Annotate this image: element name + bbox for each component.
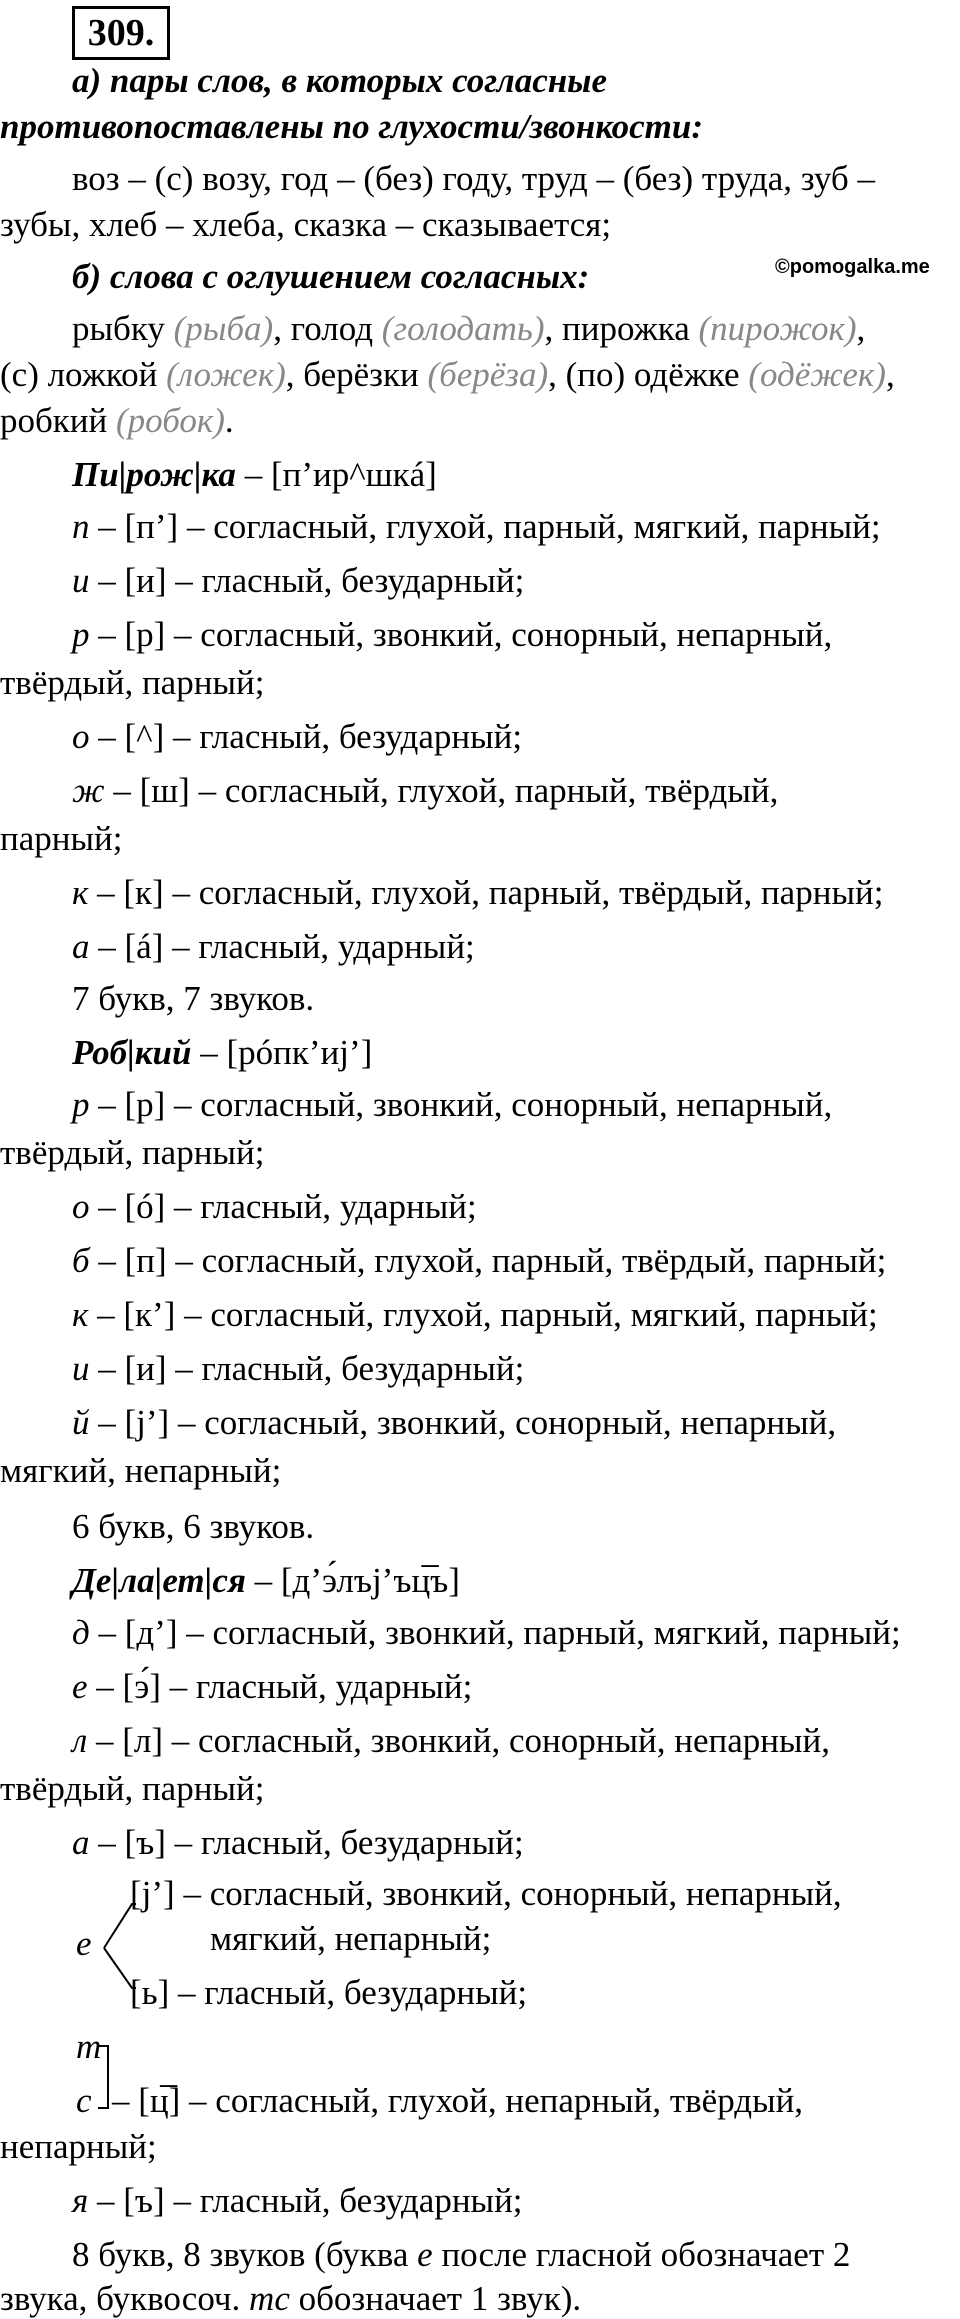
word-robkiy: робкий	[0, 401, 108, 440]
analysis-row	[72, 616, 832, 655]
analysis-text: – [л] – согласный, звонкий, сонорный, непарный,	[87, 1721, 830, 1760]
analysis-row	[72, 1404, 836, 1443]
analysis-text: – [á] – гласный, ударный;	[89, 927, 475, 966]
analysis-row	[72, 1668, 472, 1707]
watermark: ©pomogalka.me	[775, 256, 930, 278]
analysis-row	[72, 874, 883, 913]
letter-e-branch: е	[76, 1924, 92, 1963]
word-golod: , голод	[273, 309, 374, 348]
word-3-title: Де|ла|ет|ся	[72, 1561, 246, 1600]
section-b-line-1: рыбку (рыба), голод (голодать), пирожка (пирожок),	[72, 309, 866, 348]
letter-t: т	[76, 2027, 102, 2066]
analysis-letter: к	[72, 1295, 89, 1334]
letter-ya: я	[72, 2181, 89, 2220]
analysis-letter: б	[72, 1241, 90, 1280]
analysis-row	[72, 1824, 524, 1863]
analysis-row	[72, 772, 778, 811]
word-2-header	[72, 1034, 372, 1073]
e-sound-1-cont: мягкий, непарный;	[210, 1919, 492, 1958]
analysis-row	[72, 1722, 830, 1761]
word-1-title: Пи|рож|ка	[72, 455, 236, 494]
word-beryozki: , берёзки	[285, 355, 419, 394]
word-robok: (робок)	[116, 401, 225, 440]
analysis-letter: ж	[72, 771, 105, 810]
analysis-text: – [ъ] – гласный, безударный;	[89, 1823, 524, 1862]
word-3-summary-1: 8 букв, 8 звуков (буква е после гласной обозначает 2	[72, 2235, 851, 2274]
word-ryba: (рыба)	[173, 309, 274, 348]
analysis-letter: л	[72, 1721, 88, 1760]
analysis-row	[72, 1296, 878, 1335]
word-1-summary: 7 букв, 7 звуков.	[72, 979, 315, 1018]
analysis-text: – [^] – гласный, безударный;	[89, 717, 523, 756]
analysis-letter: р	[72, 615, 90, 654]
word-odyozhke: , (по) одёжке	[548, 355, 740, 394]
analysis-row-cont: твёрдый, парный;	[0, 1769, 265, 1808]
analysis-letter: о	[72, 717, 90, 756]
analysis-row	[72, 928, 475, 967]
letter-s: с	[76, 2081, 92, 2120]
analysis-text: – [п’] – согласный, глухой, парный, мягкий, парный;	[89, 507, 881, 546]
analysis-text: – [р] – согласный, звонкий, сонорный, непарный,	[89, 1085, 833, 1124]
section-a-line-1: воз – (с) возу, год – (без) году, труд – (без) труда, зуб –	[72, 159, 875, 198]
analysis-text: – [э́] – гласный, ударный;	[87, 1667, 473, 1706]
analysis-text: – [ó] – гласный, ударный;	[89, 1187, 477, 1226]
word-odyozhek: (одёжек)	[748, 355, 886, 394]
word-3-transcription: – [д’э́лъj’ъц̅ъ]	[254, 1561, 460, 1600]
analysis-text: – [ш] – согласный, глухой, парный, твёрдый,	[104, 771, 779, 810]
analysis-letter: и	[72, 1349, 90, 1388]
analysis-text: – [и] – гласный, безударный;	[89, 561, 525, 600]
analysis-row	[72, 718, 522, 757]
analysis-letter: е	[72, 1667, 88, 1706]
analysis-text: – [и] – гласный, безударный;	[89, 1349, 525, 1388]
row-ya: я – [ъ] – гласный, безударный;	[72, 2181, 523, 2220]
analysis-row-cont: парный;	[0, 819, 123, 858]
analysis-letter: д	[72, 1613, 90, 1652]
analysis-letter: а	[72, 1823, 90, 1862]
section-a-heading-2: противопоставлены по глухости/звонкости:	[0, 107, 704, 146]
analysis-row	[72, 1614, 901, 1653]
analysis-letter: п	[72, 507, 90, 546]
word-pirozhka: , пирожка	[544, 309, 690, 348]
section-b-heading: б) слова с оглушением согласных:	[72, 257, 590, 296]
analysis-letter: р	[72, 1085, 90, 1124]
analysis-row-cont: твёрдый, парный;	[0, 1133, 265, 1172]
word-golodat: (голодать)	[381, 309, 545, 348]
analysis-row-cont: твёрдый, парный;	[0, 663, 265, 702]
word-1-transcription: – [п’ир^шкá]	[244, 455, 437, 494]
exercise-number: 309.	[72, 6, 170, 60]
ts-sound-cont: непарный;	[0, 2127, 157, 2166]
analysis-letter: й	[72, 1403, 90, 1442]
analysis-letter: и	[72, 561, 90, 600]
analysis-row	[72, 508, 881, 547]
section-a-heading-1: а) пары слов, в которых согласные	[72, 61, 607, 100]
analysis-row-cont: мягкий, непарный;	[0, 1451, 282, 1490]
analysis-text: – [п] – согласный, глухой, парный, твёрдый, парный;	[89, 1241, 887, 1280]
ts-sound: – [ц̅] – согласный, глухой, непарный, твёрдый,	[112, 2081, 804, 2120]
analysis-row	[72, 1350, 524, 1389]
section-b-line-2: (с) ложкой (ложек), берёзки (берёза), (по) одёжке (одёжек),	[0, 355, 895, 394]
analysis-text: – [j’] – согласный, звонкий, сонорный, непарный,	[89, 1403, 837, 1442]
word-2-summary: 6 букв, 6 звуков.	[72, 1507, 315, 1546]
word-3-header	[72, 1562, 460, 1601]
analysis-letter: о	[72, 1187, 90, 1226]
section-a-line-2: зубы, хлеб – хлеба, сказка – сказывается;	[0, 205, 612, 244]
analysis-row	[72, 1242, 886, 1281]
word-3-summary-2: звука, буквосоч. тс обозначает 1 звук).	[0, 2279, 582, 2318]
word-lozhkoy: (с) ложкой	[0, 355, 158, 394]
analysis-text: – [к] – согласный, глухой, парный, твёрдый, парный;	[88, 873, 884, 912]
analysis-letter: к	[72, 873, 89, 912]
analysis-row	[72, 1188, 477, 1227]
word-lozhek: (ложек)	[166, 355, 286, 394]
word-beryoza: (берёза)	[427, 355, 549, 394]
analysis-row	[72, 1086, 832, 1125]
word-1-header	[72, 456, 437, 495]
word-rybku: рыбку	[72, 309, 165, 348]
e-sound-2: [ь] – гласный, безударный;	[130, 1973, 528, 2012]
analysis-row	[72, 562, 524, 601]
analysis-text: – [д’] – согласный, звонкий, парный, мягкий, парный;	[89, 1613, 901, 1652]
section-b-line-3: робкий (робок).	[0, 401, 234, 440]
e-sound-1: [j’] – согласный, звонкий, сонорный, непарный,	[130, 1874, 842, 1913]
analysis-text: – [к’] – согласный, глухой, парный, мягкий, парный;	[88, 1295, 878, 1334]
word-pirozhok: (пирожок)	[698, 309, 857, 348]
word-2-title: Роб|кий	[72, 1033, 192, 1072]
analysis-letter: а	[72, 927, 90, 966]
word-2-transcription: – [рóпк’иj’]	[200, 1033, 373, 1072]
analysis-text: – [р] – согласный, звонкий, сонорный, непарный,	[89, 615, 833, 654]
